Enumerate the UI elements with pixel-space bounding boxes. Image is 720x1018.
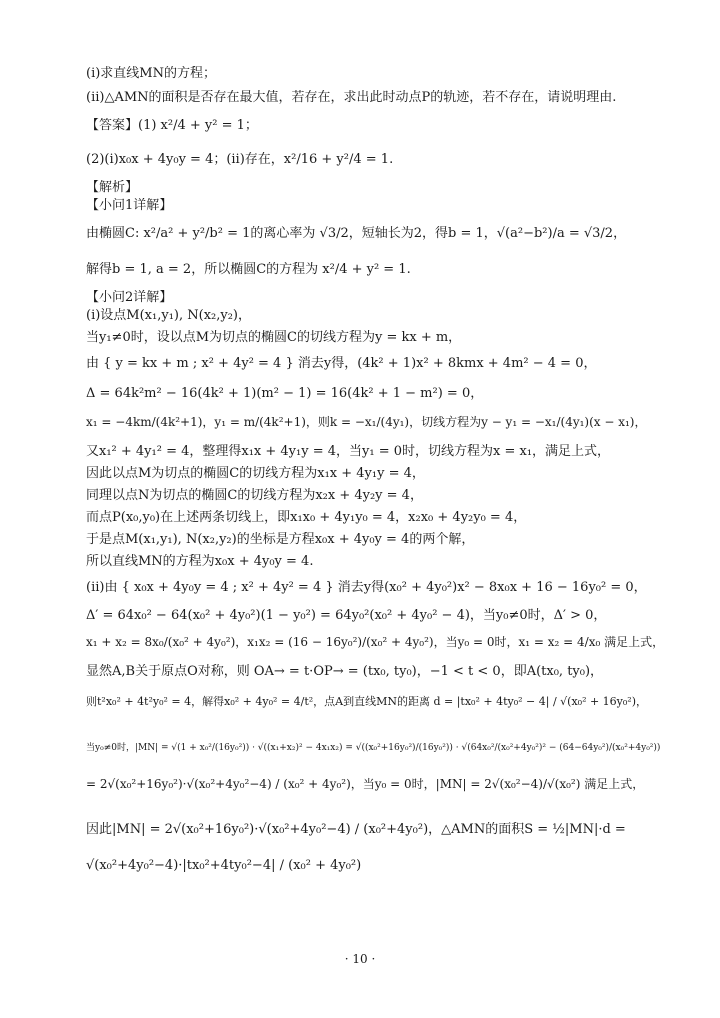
page-number: · 10 · — [344, 952, 376, 966]
solution-line: 显然A,B关于原点O对称，则 OA→ = t·OP→ = (tx₀, ty₀)，−1 < t < 0，即A(tx₀, ty₀)， — [86, 664, 604, 679]
solution-line: 同理以点N为切点的椭圆C的切线方程为x₂x + 4y₂y = 4， — [86, 488, 423, 503]
subquestion-1-heading: 【小问1详解】 — [86, 198, 173, 213]
analysis-heading: 【解析】 — [86, 180, 139, 195]
solution-line: x₁ = −4km/(4k²+1)，y₁ = m/(4k²+1)，则k = −x₁/(4y₁)，切线方程为y − y₁ = −x₁/(4y₁)(x − x₁)， — [86, 415, 647, 429]
solution-line: 解得b = 1, a = 2，所以椭圆C的方程为 x²/4 + y² = 1. — [86, 262, 411, 277]
solution-line: 由 { y = kx + m ; x² + 4y² = 4 } 消去y得，(4k² + 1)x² + 8kmx + 4m² − 4 = 0， — [86, 356, 597, 371]
question-part-i: (ⅰ)求直线MN的方程； — [86, 66, 216, 81]
answer-line-2: (2)(ⅰ)x₀x + 4y₀y = 4；(ⅱ)存在，x²/16 + y²/4 = 1. — [86, 152, 394, 167]
solution-line: Δ′ = 64x₀² − 64(x₀² + 4y₀²)(1 − y₀²) = 64y₀²(x₀² + 4y₀² − 4)，当y₀≠0时，Δ′ > 0， — [86, 608, 607, 623]
solution-line: Δ = 64k²m² − 16(4k² + 1)(m² − 1) = 16(4k² + 1 − m²) = 0， — [86, 386, 484, 401]
solution-line: 则t²x₀² + 4t²y₀² = 4，解得x₀² + 4y₀² = 4/t²，点A到直线MN的距离 d = |tx₀² + 4ty₀² − 4| / √(x₀² + 16y₀²)， — [86, 695, 648, 708]
answer-line-1: 【答案】(1) x²/4 + y² = 1； — [86, 118, 258, 133]
solution-line: 又x₁² + 4y₁² = 4，整理得x₁x + 4y₁y = 4，当y₁ = 0时，切线方程为x = x₁，满足上式， — [86, 444, 611, 459]
solution-line: √(x₀²+4y₀²−4)·|tx₀²+4ty₀²−4| / (x₀² + 4y₀²) — [86, 858, 362, 873]
solution-line: (ⅰ)设点M(x₁,y₁), N(x₂,y₂)， — [86, 308, 252, 323]
solution-line: 所以直线MN的方程为x₀x + 4y₀y = 4. — [86, 554, 314, 569]
solution-line: 于是点M(x₁,y₁), N(x₂,y₂)的坐标是方程x₀x + 4y₀y = 4的两个解， — [86, 532, 475, 547]
solution-line: = 2√(x₀²+16y₀²)·√(x₀²+4y₀²−4) / (x₀² + 4y₀²)，当y₀ = 0时，|MN| = 2√(x₀²−4)/√(x₀²) 满足上式， — [86, 777, 645, 791]
solution-line: 由椭圆C: x²/a² + y²/b² = 1的离心率为 √3/2，短轴长为2，得b = 1，√(a²−b²)/a = √3/2， — [86, 226, 627, 241]
solution-line: 因此以点M为切点的椭圆C的切线方程为x₁x + 4y₁y = 4， — [86, 466, 425, 481]
solution-line: (ⅱ)由 { x₀x + 4y₀y = 4 ; x² + 4y² = 4 } 消去y得(x₀² + 4y₀²)x² − 8x₀x + 16 − 16y₀² = 0， — [86, 580, 647, 595]
question-part-ii: (ⅱ)△AMN的面积是否存在最大值，若存在，求出此时动点P的轨迹，若不存在，请说明理由. — [86, 90, 617, 105]
solution-line: 因此|MN| = 2√(x₀²+16y₀²)·√(x₀²+4y₀²−4) / (x₀²+4y₀²)，△AMN的面积S = ½|MN|·d = — [86, 822, 626, 837]
solution-line: 当y₁≠0时，设以点M为切点的椭圆C的切线方程为y = kx + m， — [86, 330, 462, 345]
solution-line: 而点P(x₀,y₀)在上述两条切线上，即x₁x₀ + 4y₁y₀ = 4，x₂x₀ + 4y₂y₀ = 4， — [86, 510, 527, 525]
solution-line: 当y₀≠0时，|MN| = √(1 + x₀²/(16y₀²)) · √((x₁+x₂)² − 4x₁x₂) = √((x₀²+16y₀²)/(16y₀²)) · √(64x₀²/(x₀²+4y₀²)² − (64−64y₀²)/(x₀²+4y₀²)) — [86, 743, 661, 753]
subquestion-2-heading: 【小问2详解】 — [86, 290, 173, 305]
solution-line: x₁ + x₂ = 8x₀/(x₀² + 4y₀²)，x₁x₂ = (16 − 16y₀²)/(x₀² + 4y₀²)，当y₀ = 0时，x₁ = x₂ = 4/x₀ 满足上式， — [86, 635, 665, 649]
